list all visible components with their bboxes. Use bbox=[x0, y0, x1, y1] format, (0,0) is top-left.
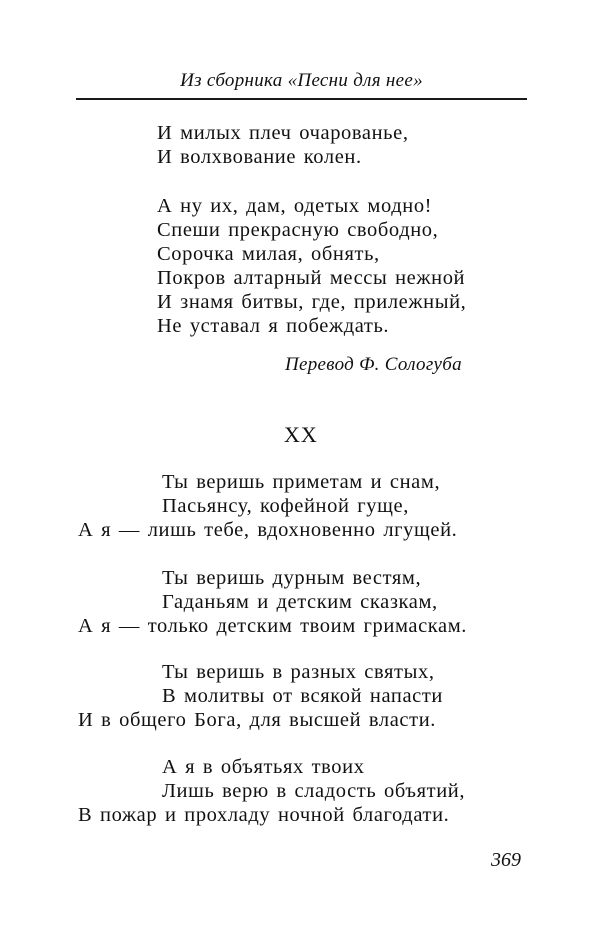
translator-attribution: Перевод Ф. Сологуба bbox=[285, 354, 462, 375]
verse-line: Пасьянсу, кофейной гуще, bbox=[162, 495, 409, 517]
header-rule bbox=[76, 98, 527, 100]
verse-line: А я в объятьях твоих bbox=[162, 756, 365, 778]
verse-line: А я — лишь тебе, вдохновенно лгущей. bbox=[78, 519, 458, 541]
running-head: Из сборника «Песни для нее» bbox=[180, 70, 423, 91]
verse-line: В пожар и прохладу ночной благодати. bbox=[78, 804, 450, 826]
stanza bbox=[78, 660, 443, 732]
stanza bbox=[157, 121, 409, 169]
verse-line: И в общего Бога, для высшей власти. bbox=[78, 709, 436, 731]
verse-line: Ты веришь дурным вестям, bbox=[162, 567, 422, 589]
verse-line: Покров алтарный мессы нежной bbox=[157, 267, 466, 289]
verse-line: И знамя битвы, где, прилежный, bbox=[157, 291, 467, 313]
stanza bbox=[78, 755, 465, 827]
poem-number: XX bbox=[284, 422, 318, 447]
page-number: 369 bbox=[491, 849, 521, 871]
verse-line: А ну их, дам, одетых модно! bbox=[157, 195, 433, 217]
verse-line: Спеши прекрасную свободно, bbox=[157, 219, 439, 241]
verse-line: В молитвы от всякой напасти bbox=[162, 685, 444, 707]
verse-line: Не уставал я побеждать. bbox=[157, 315, 390, 337]
verse-line: И волхвование колен. bbox=[157, 146, 362, 168]
verse-line: А я — только детским твоим гримаскам. bbox=[78, 615, 468, 637]
stanza bbox=[157, 194, 466, 338]
verse-line: Ты веришь в разных святых, bbox=[162, 661, 435, 683]
verse-line: Гаданьям и детским сказкам, bbox=[162, 591, 438, 613]
verse-line: Сорочка милая, обнять, bbox=[157, 243, 380, 265]
stanza bbox=[78, 566, 467, 638]
verse-line: Ты веришь приметам и снам, bbox=[162, 471, 441, 493]
stanza bbox=[78, 470, 457, 542]
verse-line: Лишь верю в сладость объятий, bbox=[162, 780, 466, 802]
verse-line: И милых плеч очарованье, bbox=[157, 122, 409, 144]
